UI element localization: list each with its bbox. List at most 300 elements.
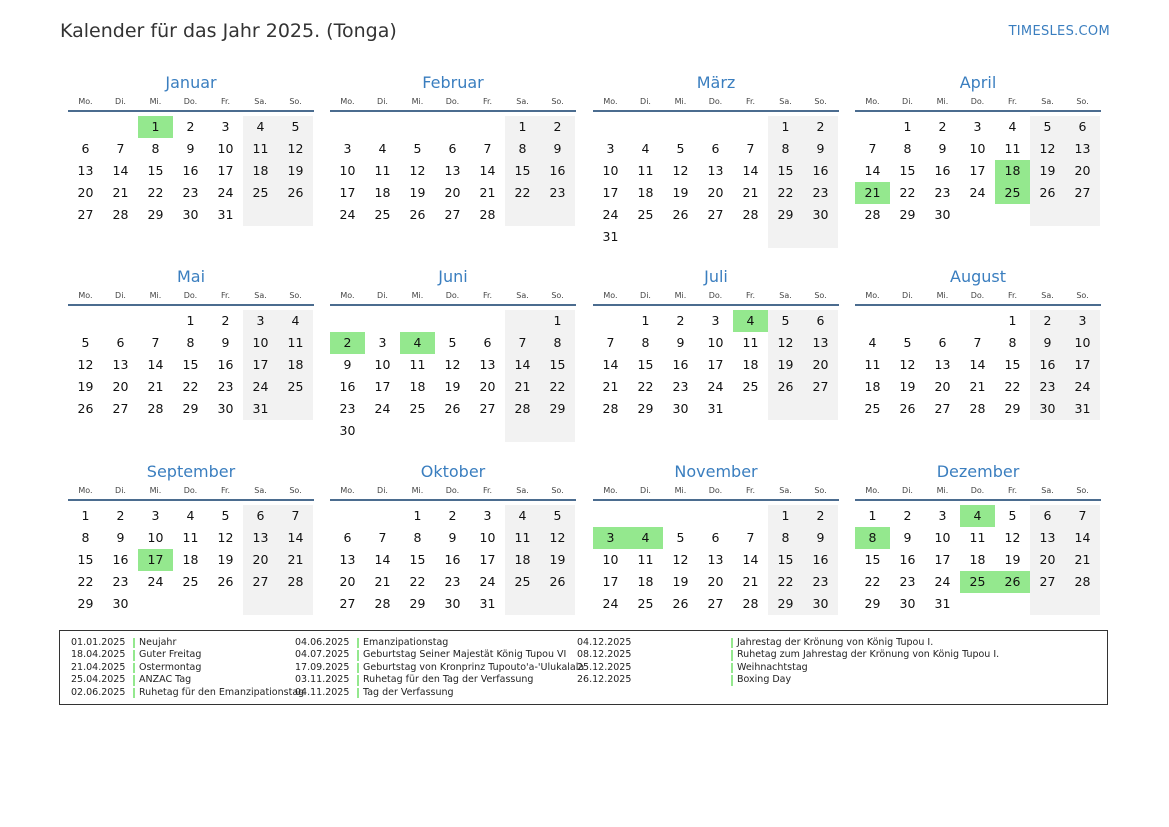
day-cell[interactable]: 20 bbox=[1065, 160, 1100, 182]
day-cell[interactable]: 28 bbox=[969, 401, 986, 416]
day-cell[interactable]: 30 bbox=[444, 596, 461, 611]
day-cell[interactable]: 5 bbox=[676, 141, 685, 156]
day-cell[interactable]: 16 bbox=[444, 552, 461, 567]
day-cell[interactable]: 19 bbox=[540, 549, 575, 571]
day-cell[interactable]: 9 bbox=[1030, 332, 1065, 354]
day-cell[interactable]: 9 bbox=[903, 530, 912, 545]
holiday-day-cell[interactable]: 25 bbox=[960, 571, 995, 593]
day-cell[interactable]: 24 bbox=[243, 376, 278, 398]
day-cell[interactable]: 5 bbox=[81, 335, 90, 350]
day-cell[interactable]: 16 bbox=[217, 357, 234, 372]
day-cell[interactable]: 18 bbox=[278, 354, 313, 376]
day-cell[interactable]: 10 bbox=[217, 141, 234, 156]
day-cell[interactable]: 7 bbox=[278, 505, 313, 527]
day-cell[interactable]: 12 bbox=[899, 357, 916, 372]
day-cell[interactable]: 14 bbox=[479, 163, 496, 178]
day-cell[interactable]: 16 bbox=[803, 549, 838, 571]
day-cell[interactable]: 30 bbox=[182, 207, 199, 222]
day-cell[interactable]: 22 bbox=[768, 182, 803, 204]
day-cell[interactable]: 3 bbox=[483, 508, 492, 523]
day-cell[interactable]: 6 bbox=[81, 141, 90, 156]
day-cell[interactable]: 11 bbox=[278, 332, 313, 354]
day-cell[interactable]: 29 bbox=[540, 398, 575, 420]
day-cell[interactable]: 19 bbox=[217, 552, 234, 567]
day-cell[interactable]: 12 bbox=[1030, 138, 1065, 160]
day-cell[interactable]: 23 bbox=[803, 182, 838, 204]
day-cell[interactable]: 6 bbox=[243, 505, 278, 527]
day-cell[interactable]: 26 bbox=[768, 376, 803, 398]
day-cell[interactable]: 17 bbox=[217, 163, 234, 178]
day-cell[interactable]: 15 bbox=[182, 357, 199, 372]
day-cell[interactable]: 26 bbox=[899, 401, 916, 416]
day-cell[interactable]: 29 bbox=[147, 207, 164, 222]
day-cell[interactable]: 22 bbox=[182, 379, 199, 394]
day-cell[interactable]: 21 bbox=[602, 379, 619, 394]
day-cell[interactable]: 12 bbox=[672, 552, 689, 567]
holiday-day-cell[interactable]: 8 bbox=[855, 527, 890, 549]
holiday-day-cell[interactable]: 21 bbox=[855, 182, 890, 204]
day-cell[interactable]: 15 bbox=[637, 357, 654, 372]
day-cell[interactable]: 29 bbox=[1004, 401, 1021, 416]
day-cell[interactable]: 10 bbox=[339, 163, 356, 178]
day-cell[interactable]: 29 bbox=[409, 596, 426, 611]
day-cell[interactable]: 31 bbox=[217, 207, 234, 222]
day-cell[interactable]: 30 bbox=[339, 423, 356, 438]
day-cell[interactable]: 13 bbox=[707, 163, 724, 178]
day-cell[interactable]: 28 bbox=[112, 207, 129, 222]
day-cell[interactable]: 13 bbox=[243, 527, 278, 549]
day-cell[interactable]: 27 bbox=[243, 571, 278, 593]
day-cell[interactable]: 19 bbox=[1004, 552, 1021, 567]
day-cell[interactable]: 18 bbox=[864, 379, 881, 394]
day-cell[interactable]: 1 bbox=[768, 505, 803, 527]
day-cell[interactable]: 2 bbox=[803, 116, 838, 138]
day-cell[interactable]: 6 bbox=[483, 335, 492, 350]
day-cell[interactable]: 10 bbox=[147, 530, 164, 545]
day-cell[interactable]: 5 bbox=[768, 310, 803, 332]
day-cell[interactable]: 13 bbox=[803, 332, 838, 354]
day-cell[interactable]: 24 bbox=[934, 574, 951, 589]
day-cell[interactable]: 10 bbox=[969, 141, 986, 156]
day-cell[interactable]: 30 bbox=[217, 401, 234, 416]
holiday-day-cell[interactable]: 18 bbox=[995, 160, 1030, 182]
day-cell[interactable]: 30 bbox=[803, 204, 838, 226]
day-cell[interactable]: 1 bbox=[81, 508, 90, 523]
day-cell[interactable]: 21 bbox=[1065, 549, 1100, 571]
holiday-day-cell[interactable]: 17 bbox=[138, 549, 173, 571]
day-cell[interactable]: 24 bbox=[217, 185, 234, 200]
day-cell[interactable]: 2 bbox=[221, 313, 230, 328]
day-cell[interactable]: 16 bbox=[934, 163, 951, 178]
day-cell[interactable]: 11 bbox=[374, 163, 391, 178]
day-cell[interactable]: 17 bbox=[339, 185, 356, 200]
day-cell[interactable]: 2 bbox=[448, 508, 457, 523]
day-cell[interactable]: 15 bbox=[864, 552, 881, 567]
day-cell[interactable]: 14 bbox=[742, 163, 759, 178]
day-cell[interactable]: 1 bbox=[868, 508, 877, 523]
day-cell[interactable]: 20 bbox=[112, 379, 129, 394]
holiday-day-cell[interactable]: 4 bbox=[960, 505, 995, 527]
day-cell[interactable]: 27 bbox=[77, 207, 94, 222]
day-cell[interactable]: 28 bbox=[374, 596, 391, 611]
day-cell[interactable]: 23 bbox=[672, 379, 689, 394]
day-cell[interactable]: 16 bbox=[899, 552, 916, 567]
day-cell[interactable]: 8 bbox=[186, 335, 195, 350]
day-cell[interactable]: 20 bbox=[707, 185, 724, 200]
day-cell[interactable]: 29 bbox=[864, 596, 881, 611]
day-cell[interactable]: 1 bbox=[505, 116, 540, 138]
day-cell[interactable]: 14 bbox=[1065, 527, 1100, 549]
day-cell[interactable]: 25 bbox=[409, 401, 426, 416]
day-cell[interactable]: 10 bbox=[374, 357, 391, 372]
day-cell[interactable]: 14 bbox=[505, 354, 540, 376]
day-cell[interactable]: 11 bbox=[864, 357, 881, 372]
day-cell[interactable]: 21 bbox=[374, 574, 391, 589]
day-cell[interactable]: 27 bbox=[803, 376, 838, 398]
day-cell[interactable]: 24 bbox=[969, 185, 986, 200]
day-cell[interactable]: 15 bbox=[147, 163, 164, 178]
day-cell[interactable]: 18 bbox=[409, 379, 426, 394]
day-cell[interactable]: 8 bbox=[1008, 335, 1017, 350]
day-cell[interactable]: 23 bbox=[1030, 376, 1065, 398]
day-cell[interactable]: 31 bbox=[602, 229, 619, 244]
day-cell[interactable]: 15 bbox=[540, 354, 575, 376]
day-cell[interactable]: 9 bbox=[803, 138, 838, 160]
day-cell[interactable]: 22 bbox=[77, 574, 94, 589]
day-cell[interactable]: 7 bbox=[746, 530, 755, 545]
day-cell[interactable]: 9 bbox=[116, 530, 125, 545]
day-cell[interactable]: 1 bbox=[540, 310, 575, 332]
day-cell[interactable]: 27 bbox=[707, 207, 724, 222]
day-cell[interactable]: 23 bbox=[444, 574, 461, 589]
day-cell[interactable]: 29 bbox=[637, 401, 654, 416]
day-cell[interactable]: 11 bbox=[182, 530, 199, 545]
day-cell[interactable]: 20 bbox=[1030, 549, 1065, 571]
day-cell[interactable]: 20 bbox=[243, 549, 278, 571]
day-cell[interactable]: 29 bbox=[768, 204, 803, 226]
day-cell[interactable]: 28 bbox=[742, 596, 759, 611]
day-cell[interactable]: 18 bbox=[637, 185, 654, 200]
day-cell[interactable]: 12 bbox=[217, 530, 234, 545]
day-cell[interactable]: 29 bbox=[77, 596, 94, 611]
day-cell[interactable]: 11 bbox=[1004, 141, 1021, 156]
day-cell[interactable]: 18 bbox=[243, 160, 278, 182]
day-cell[interactable]: 31 bbox=[479, 596, 496, 611]
day-cell[interactable]: 19 bbox=[899, 379, 916, 394]
day-cell[interactable]: 24 bbox=[147, 574, 164, 589]
day-cell[interactable]: 5 bbox=[1030, 116, 1065, 138]
day-cell[interactable]: 27 bbox=[444, 207, 461, 222]
day-cell[interactable]: 3 bbox=[243, 310, 278, 332]
day-cell[interactable]: 7 bbox=[1065, 505, 1100, 527]
day-cell[interactable]: 3 bbox=[343, 141, 352, 156]
day-cell[interactable]: 8 bbox=[768, 138, 803, 160]
day-cell[interactable]: 10 bbox=[602, 163, 619, 178]
day-cell[interactable]: 17 bbox=[243, 354, 278, 376]
day-cell[interactable]: 6 bbox=[711, 530, 720, 545]
day-cell[interactable]: 11 bbox=[637, 552, 654, 567]
day-cell[interactable]: 21 bbox=[147, 379, 164, 394]
day-cell[interactable]: 12 bbox=[1004, 530, 1021, 545]
day-cell[interactable]: 16 bbox=[182, 163, 199, 178]
day-cell[interactable]: 22 bbox=[540, 376, 575, 398]
day-cell[interactable]: 24 bbox=[1065, 376, 1100, 398]
day-cell[interactable]: 7 bbox=[483, 141, 492, 156]
day-cell[interactable]: 6 bbox=[116, 335, 125, 350]
day-cell[interactable]: 17 bbox=[374, 379, 391, 394]
day-cell[interactable]: 29 bbox=[182, 401, 199, 416]
holiday-day-cell[interactable]: 2 bbox=[330, 332, 365, 354]
day-cell[interactable]: 3 bbox=[221, 119, 230, 134]
day-cell[interactable]: 11 bbox=[637, 163, 654, 178]
day-cell[interactable]: 13 bbox=[112, 357, 129, 372]
day-cell[interactable]: 13 bbox=[339, 552, 356, 567]
day-cell[interactable]: 13 bbox=[1030, 527, 1065, 549]
day-cell[interactable]: 26 bbox=[540, 571, 575, 593]
day-cell[interactable]: 7 bbox=[606, 335, 615, 350]
day-cell[interactable]: 3 bbox=[606, 141, 615, 156]
day-cell[interactable]: 20 bbox=[339, 574, 356, 589]
day-cell[interactable]: 21 bbox=[479, 185, 496, 200]
day-cell[interactable]: 18 bbox=[969, 552, 986, 567]
day-cell[interactable]: 2 bbox=[1030, 310, 1065, 332]
holiday-day-cell[interactable]: 1 bbox=[138, 116, 173, 138]
day-cell[interactable]: 14 bbox=[969, 357, 986, 372]
day-cell[interactable]: 4 bbox=[505, 505, 540, 527]
day-cell[interactable]: 8 bbox=[505, 138, 540, 160]
day-cell[interactable]: 13 bbox=[444, 163, 461, 178]
day-cell[interactable]: 31 bbox=[243, 398, 278, 420]
day-cell[interactable]: 11 bbox=[409, 357, 426, 372]
day-cell[interactable]: 14 bbox=[112, 163, 129, 178]
day-cell[interactable]: 3 bbox=[973, 119, 982, 134]
day-cell[interactable]: 21 bbox=[742, 574, 759, 589]
day-cell[interactable]: 27 bbox=[1065, 182, 1100, 204]
day-cell[interactable]: 15 bbox=[899, 163, 916, 178]
day-cell[interactable]: 28 bbox=[278, 571, 313, 593]
day-cell[interactable]: 21 bbox=[505, 376, 540, 398]
day-cell[interactable]: 20 bbox=[479, 379, 496, 394]
day-cell[interactable]: 1 bbox=[1008, 313, 1017, 328]
day-cell[interactable]: 19 bbox=[1030, 160, 1065, 182]
day-cell[interactable]: 31 bbox=[934, 596, 951, 611]
day-cell[interactable]: 30 bbox=[112, 596, 129, 611]
day-cell[interactable]: 1 bbox=[768, 116, 803, 138]
day-cell[interactable]: 24 bbox=[707, 379, 724, 394]
day-cell[interactable]: 5 bbox=[540, 505, 575, 527]
day-cell[interactable]: 17 bbox=[602, 574, 619, 589]
day-cell[interactable]: 31 bbox=[707, 401, 724, 416]
day-cell[interactable]: 29 bbox=[768, 593, 803, 615]
day-cell[interactable]: 2 bbox=[903, 508, 912, 523]
day-cell[interactable]: 8 bbox=[903, 141, 912, 156]
day-cell[interactable]: 14 bbox=[742, 552, 759, 567]
day-cell[interactable]: 23 bbox=[540, 182, 575, 204]
day-cell[interactable]: 23 bbox=[339, 401, 356, 416]
day-cell[interactable]: 11 bbox=[742, 335, 759, 350]
day-cell[interactable]: 16 bbox=[540, 160, 575, 182]
day-cell[interactable]: 21 bbox=[742, 185, 759, 200]
day-cell[interactable]: 28 bbox=[479, 207, 496, 222]
day-cell[interactable]: 7 bbox=[505, 332, 540, 354]
day-cell[interactable]: 22 bbox=[409, 574, 426, 589]
holiday-day-cell[interactable]: 26 bbox=[995, 571, 1030, 593]
day-cell[interactable]: 6 bbox=[803, 310, 838, 332]
day-cell[interactable]: 9 bbox=[343, 357, 352, 372]
day-cell[interactable]: 4 bbox=[378, 141, 387, 156]
day-cell[interactable]: 11 bbox=[243, 138, 278, 160]
day-cell[interactable]: 30 bbox=[672, 401, 689, 416]
day-cell[interactable]: 22 bbox=[768, 571, 803, 593]
day-cell[interactable]: 3 bbox=[151, 508, 160, 523]
day-cell[interactable]: 12 bbox=[768, 332, 803, 354]
day-cell[interactable]: 30 bbox=[803, 593, 838, 615]
day-cell[interactable]: 12 bbox=[540, 527, 575, 549]
day-cell[interactable]: 22 bbox=[864, 574, 881, 589]
holiday-day-cell[interactable]: 25 bbox=[995, 182, 1030, 204]
day-cell[interactable]: 27 bbox=[112, 401, 129, 416]
day-cell[interactable]: 20 bbox=[444, 185, 461, 200]
day-cell[interactable]: 26 bbox=[672, 207, 689, 222]
day-cell[interactable]: 28 bbox=[742, 207, 759, 222]
day-cell[interactable]: 13 bbox=[707, 552, 724, 567]
day-cell[interactable]: 28 bbox=[864, 207, 881, 222]
day-cell[interactable]: 12 bbox=[77, 357, 94, 372]
day-cell[interactable]: 4 bbox=[1008, 119, 1017, 134]
day-cell[interactable]: 19 bbox=[768, 354, 803, 376]
day-cell[interactable]: 8 bbox=[641, 335, 650, 350]
day-cell[interactable]: 3 bbox=[711, 313, 720, 328]
day-cell[interactable]: 10 bbox=[1065, 332, 1100, 354]
day-cell[interactable]: 24 bbox=[374, 401, 391, 416]
day-cell[interactable]: 7 bbox=[973, 335, 982, 350]
day-cell[interactable]: 23 bbox=[934, 185, 951, 200]
day-cell[interactable]: 4 bbox=[278, 310, 313, 332]
day-cell[interactable]: 23 bbox=[217, 379, 234, 394]
day-cell[interactable]: 17 bbox=[1065, 354, 1100, 376]
day-cell[interactable]: 19 bbox=[672, 574, 689, 589]
day-cell[interactable]: 4 bbox=[243, 116, 278, 138]
day-cell[interactable]: 4 bbox=[868, 335, 877, 350]
day-cell[interactable]: 23 bbox=[899, 574, 916, 589]
day-cell[interactable]: 15 bbox=[77, 552, 94, 567]
day-cell[interactable]: 26 bbox=[1030, 182, 1065, 204]
day-cell[interactable]: 27 bbox=[339, 596, 356, 611]
day-cell[interactable]: 9 bbox=[540, 138, 575, 160]
day-cell[interactable]: 17 bbox=[479, 552, 496, 567]
day-cell[interactable]: 15 bbox=[505, 160, 540, 182]
day-cell[interactable]: 3 bbox=[938, 508, 947, 523]
day-cell[interactable]: 22 bbox=[505, 182, 540, 204]
day-cell[interactable]: 16 bbox=[112, 552, 129, 567]
day-cell[interactable]: 13 bbox=[934, 357, 951, 372]
day-cell[interactable]: 7 bbox=[378, 530, 387, 545]
day-cell[interactable]: 23 bbox=[182, 185, 199, 200]
day-cell[interactable]: 25 bbox=[182, 574, 199, 589]
day-cell[interactable]: 16 bbox=[339, 379, 356, 394]
day-cell[interactable]: 26 bbox=[672, 596, 689, 611]
day-cell[interactable]: 4 bbox=[641, 141, 650, 156]
day-cell[interactable]: 6 bbox=[1065, 116, 1100, 138]
day-cell[interactable]: 20 bbox=[803, 354, 838, 376]
day-cell[interactable]: 26 bbox=[278, 182, 313, 204]
day-cell[interactable]: 25 bbox=[374, 207, 391, 222]
day-cell[interactable]: 10 bbox=[707, 335, 724, 350]
day-cell[interactable]: 9 bbox=[938, 141, 947, 156]
day-cell[interactable]: 16 bbox=[803, 160, 838, 182]
day-cell[interactable]: 6 bbox=[938, 335, 947, 350]
day-cell[interactable]: 2 bbox=[938, 119, 947, 134]
day-cell[interactable]: 18 bbox=[505, 549, 540, 571]
day-cell[interactable]: 20 bbox=[707, 574, 724, 589]
day-cell[interactable]: 24 bbox=[602, 207, 619, 222]
day-cell[interactable]: 6 bbox=[343, 530, 352, 545]
day-cell[interactable]: 15 bbox=[768, 549, 803, 571]
day-cell[interactable]: 23 bbox=[803, 571, 838, 593]
day-cell[interactable]: 1 bbox=[641, 313, 650, 328]
day-cell[interactable]: 26 bbox=[217, 574, 234, 589]
day-cell[interactable]: 27 bbox=[479, 401, 496, 416]
day-cell[interactable]: 1 bbox=[903, 119, 912, 134]
day-cell[interactable]: 10 bbox=[479, 530, 496, 545]
day-cell[interactable]: 10 bbox=[602, 552, 619, 567]
day-cell[interactable]: 26 bbox=[77, 401, 94, 416]
day-cell[interactable]: 5 bbox=[221, 508, 230, 523]
day-cell[interactable]: 12 bbox=[409, 163, 426, 178]
day-cell[interactable]: 19 bbox=[672, 185, 689, 200]
day-cell[interactable]: 9 bbox=[676, 335, 685, 350]
day-cell[interactable]: 5 bbox=[413, 141, 422, 156]
day-cell[interactable]: 28 bbox=[1065, 571, 1100, 593]
day-cell[interactable]: 9 bbox=[803, 527, 838, 549]
day-cell[interactable]: 25 bbox=[637, 596, 654, 611]
day-cell[interactable]: 11 bbox=[505, 527, 540, 549]
day-cell[interactable]: 25 bbox=[243, 182, 278, 204]
day-cell[interactable]: 14 bbox=[278, 527, 313, 549]
day-cell[interactable]: 2 bbox=[116, 508, 125, 523]
day-cell[interactable]: 5 bbox=[278, 116, 313, 138]
day-cell[interactable]: 1 bbox=[413, 508, 422, 523]
day-cell[interactable]: 30 bbox=[1030, 398, 1065, 420]
day-cell[interactable]: 6 bbox=[1030, 505, 1065, 527]
day-cell[interactable]: 18 bbox=[374, 185, 391, 200]
day-cell[interactable]: 30 bbox=[899, 596, 916, 611]
day-cell[interactable]: 10 bbox=[934, 530, 951, 545]
day-cell[interactable]: 6 bbox=[448, 141, 457, 156]
day-cell[interactable]: 31 bbox=[1065, 398, 1100, 420]
day-cell[interactable]: 26 bbox=[444, 401, 461, 416]
day-cell[interactable]: 22 bbox=[637, 379, 654, 394]
day-cell[interactable]: 6 bbox=[711, 141, 720, 156]
day-cell[interactable]: 16 bbox=[1030, 354, 1065, 376]
day-cell[interactable]: 17 bbox=[934, 552, 951, 567]
day-cell[interactable]: 17 bbox=[707, 357, 724, 372]
day-cell[interactable]: 8 bbox=[540, 332, 575, 354]
day-cell[interactable]: 16 bbox=[672, 357, 689, 372]
day-cell[interactable]: 7 bbox=[868, 141, 877, 156]
holiday-day-cell[interactable]: 4 bbox=[733, 310, 768, 332]
day-cell[interactable]: 24 bbox=[339, 207, 356, 222]
day-cell[interactable]: 7 bbox=[746, 141, 755, 156]
day-cell[interactable]: 15 bbox=[409, 552, 426, 567]
day-cell[interactable]: 9 bbox=[221, 335, 230, 350]
day-cell[interactable]: 8 bbox=[151, 141, 160, 156]
day-cell[interactable]: 14 bbox=[147, 357, 164, 372]
day-cell[interactable]: 9 bbox=[448, 530, 457, 545]
day-cell[interactable]: 15 bbox=[768, 160, 803, 182]
day-cell[interactable]: 18 bbox=[182, 552, 199, 567]
day-cell[interactable]: 14 bbox=[374, 552, 391, 567]
